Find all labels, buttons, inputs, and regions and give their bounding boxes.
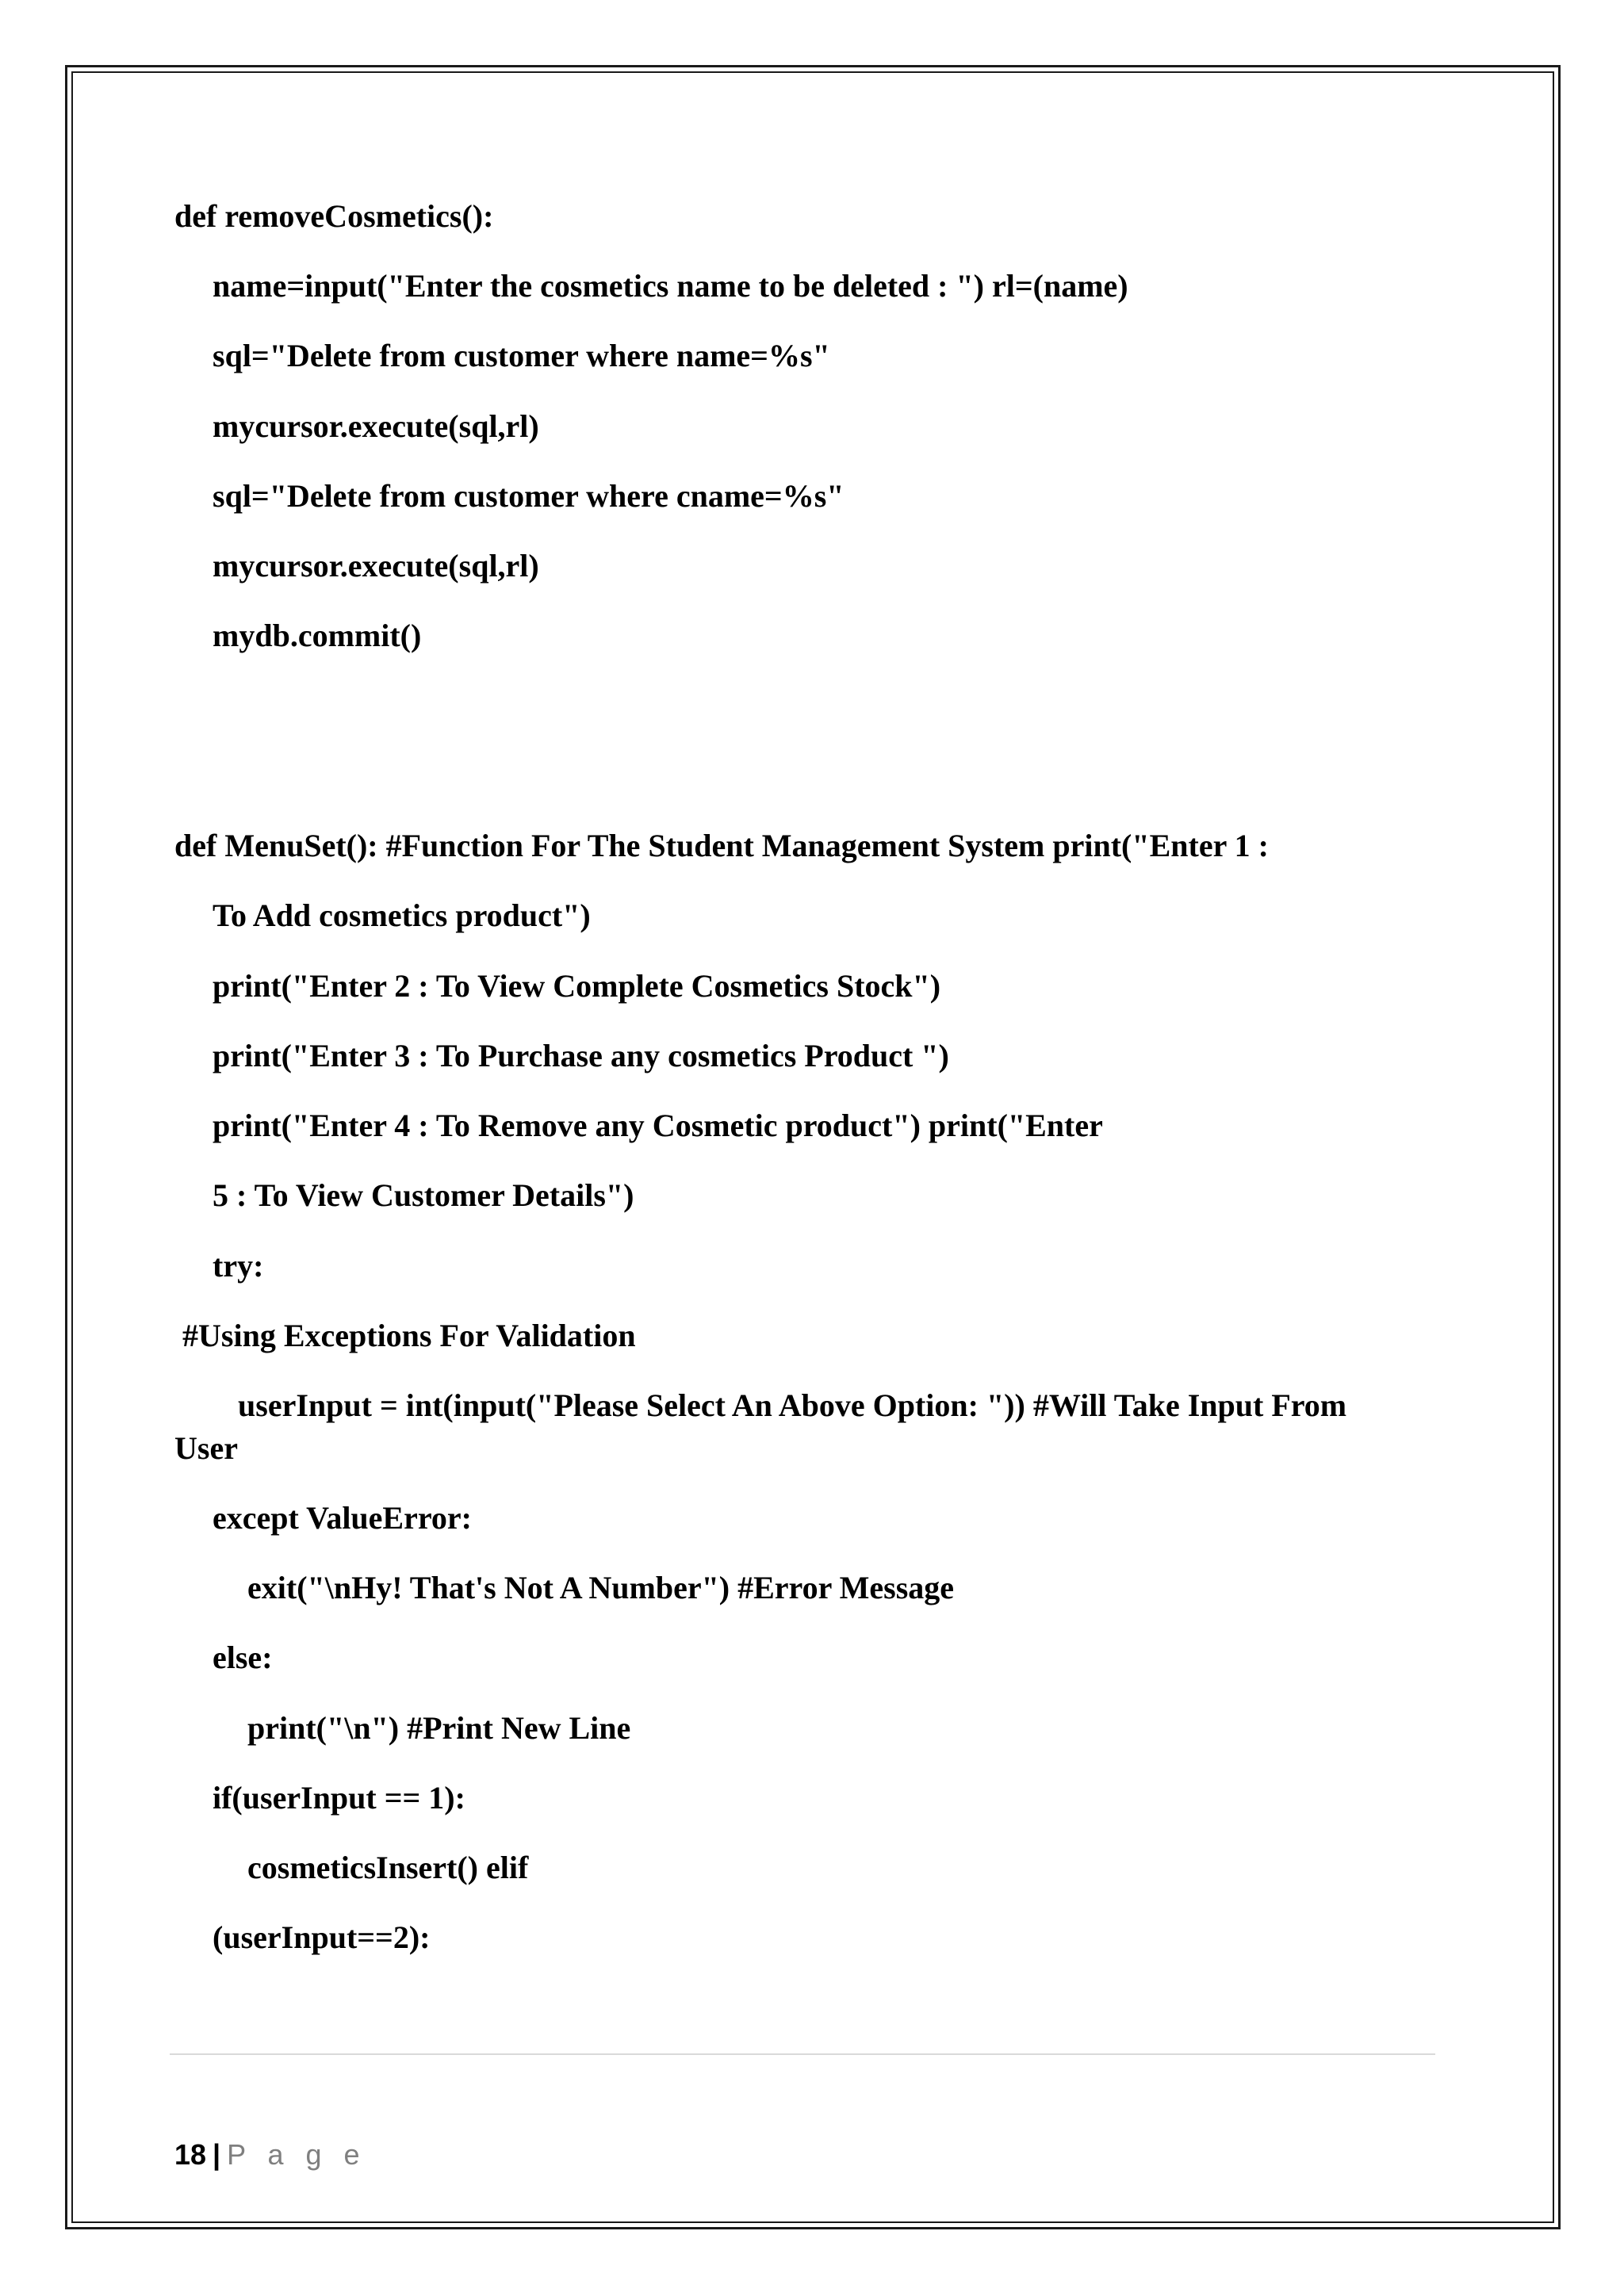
page-border-inner — [71, 71, 1554, 2223]
code-line: print("Enter 2 : To View Complete Cosmetics Stock") — [213, 968, 941, 1004]
code-line: try: — [213, 1248, 264, 1284]
code-line: except ValueError: — [213, 1500, 472, 1536]
code-line: mycursor.execute(sql,rl) — [213, 548, 539, 584]
code-line: mycursor.execute(sql,rl) — [213, 408, 539, 444]
code-line: #Using Exceptions For Validation — [182, 1318, 636, 1353]
page-number: 18 — [174, 2138, 207, 2171]
code-line: userInput = int(input("Please Select An Above Option: ")) #Will Take Input From — [238, 1387, 1347, 1423]
code-line: sql="Delete from customer where name=%s" — [213, 338, 830, 373]
page-label: P a g e — [227, 2138, 367, 2171]
code-line: (userInput==2): — [213, 1919, 431, 1955]
code-line: mydb.commit() — [213, 618, 422, 653]
code-line: print("Enter 4 : To Remove any Cosmetic product") print("Enter — [213, 1108, 1103, 1143]
page-footer — [174, 2136, 367, 2174]
code-line: def MenuSet(): #Function For The Student Management System print("Enter 1 : — [174, 828, 1269, 863]
footer-separator: | — [213, 2138, 221, 2171]
code-line: User — [174, 1430, 238, 1466]
code-line: def removeCosmetics(): — [174, 198, 494, 234]
code-line: if(userInput == 1): — [213, 1780, 465, 1816]
code-line: sql="Delete from customer where cname=%s" — [213, 478, 845, 514]
code-line: print("Enter 3 : To Purchase any cosmetics Product ") — [213, 1038, 949, 1073]
code-line: name=input("Enter the cosmetics name to be deleted : ") rl=(name) — [213, 268, 1128, 304]
code-line: exit("\nHy! That's Not A Number") #Error Message — [247, 1570, 955, 1605]
code-line: 5 : To View Customer Details") — [213, 1177, 634, 1213]
code-line: print("\n") #Print New Line — [247, 1710, 631, 1746]
footer-divider — [170, 2053, 1435, 2055]
code-line: To Add cosmetics product") — [213, 897, 591, 933]
code-line: cosmeticsInsert() elif — [247, 1850, 529, 1885]
code-line: else: — [213, 1640, 273, 1675]
